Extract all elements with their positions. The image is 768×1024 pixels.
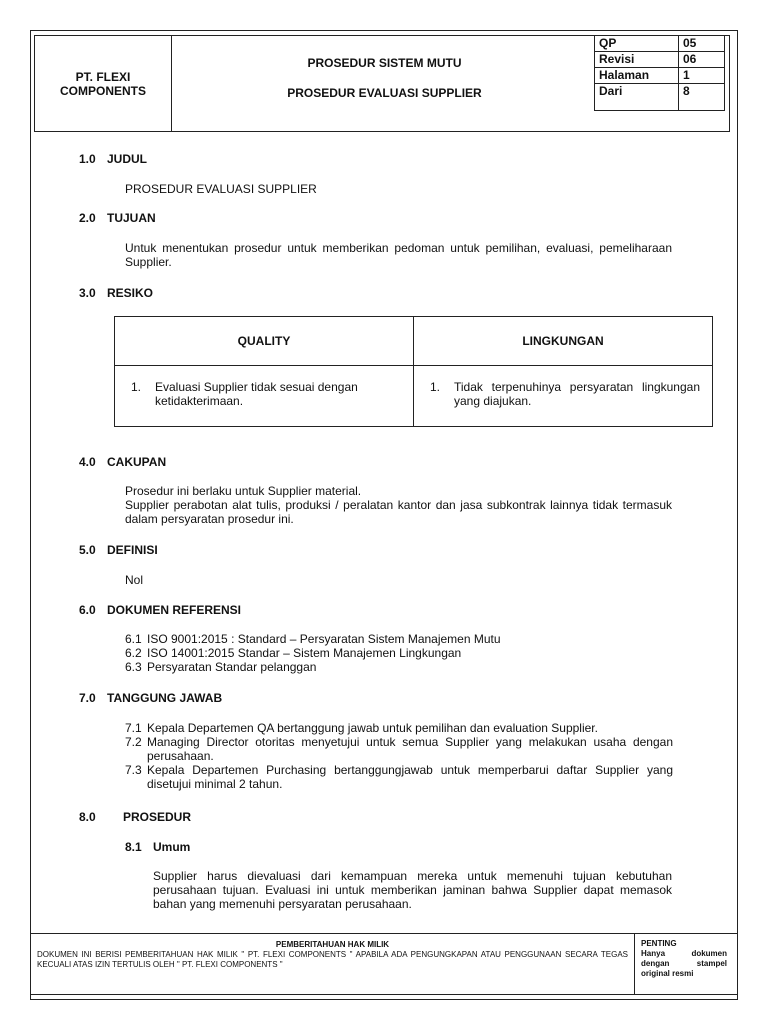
resiko-cell-lingkungan [414, 366, 713, 427]
list-item [125, 721, 673, 735]
section-title: RESIKO [107, 286, 154, 300]
judul-text: PROSEDUR EVALUASI SUPPLIER [125, 182, 317, 196]
section-title: PROSEDUR [123, 810, 192, 824]
list-item [125, 646, 685, 660]
section-heading-cakupan [79, 455, 166, 469]
list-number: 7.3 [125, 763, 142, 777]
section-number: 3.0 [79, 286, 96, 300]
tujuan-text: Untuk menentukan prosedur untuk memberikan pedoman untuk pemilihan, evaluasi, pemeliharaan Supplier. [125, 241, 672, 269]
meta-value: 8 [679, 84, 725, 111]
subsection-heading-umum [125, 840, 190, 854]
list-text: Managing Director otoritas menyetujui untuk semua Supplier yang melakukan usaha dengan perusahaan. [147, 735, 673, 763]
section-heading-definisi [79, 543, 158, 557]
section-number: 8.0 [79, 810, 96, 824]
header-title-1: PROSEDUR SISTEM MUTU [307, 56, 462, 70]
umum-text: Supplier harus dievaluasi dari kemampuan mereka untuk memenuhi tujuan kebutuhan perusahaan tujuan. Evaluasi ini untuk memberikan jaminan bahwa Supplier dapat memasok bahan yang memenuhi persyaratan perusahaan. [153, 869, 672, 911]
section-number: 5.0 [79, 543, 96, 557]
section-heading-dokumen-referensi [79, 603, 241, 617]
section-number: 1.0 [79, 152, 96, 166]
section-number: 2.0 [79, 211, 96, 225]
subsection-title: Umum [153, 840, 191, 854]
list-number: 7.1 [125, 721, 142, 735]
section-heading-tujuan [79, 211, 156, 225]
resiko-col-lingkungan: LINGKUNGAN [414, 317, 713, 366]
list-item [125, 735, 673, 763]
section-number: 6.0 [79, 603, 96, 617]
list-number: 6.2 [125, 646, 142, 660]
meta-key: Revisi [595, 52, 679, 68]
document-page [30, 30, 738, 1000]
document-footer [31, 933, 737, 995]
list-number: 7.2 [125, 735, 142, 749]
header-title-2: PROSEDUR EVALUASI SUPPLIER [287, 86, 482, 100]
cakupan-text [125, 484, 672, 526]
footer-heading: PEMBERITAHUAN HAK MILIK [275, 940, 390, 949]
meta-value: 05 [679, 36, 725, 52]
section-title: JUDUL [107, 152, 148, 166]
document-meta-table [594, 35, 725, 111]
section-title: CAKUPAN [107, 455, 167, 469]
section-number: 7.0 [79, 691, 96, 705]
company-name [35, 36, 172, 131]
list-number: 1. [131, 380, 142, 394]
important-title: PENTING [641, 939, 677, 948]
section-heading-tanggung-jawab [79, 691, 222, 705]
list-text: ISO 14001:2015 Standar – Sistem Manajemen Lingkungan [147, 646, 462, 660]
section-title: DOKUMEN REFERENSI [107, 603, 242, 617]
list-number: 6.1 [125, 632, 142, 646]
list-item: Evaluasi Supplier tidak sesuai dengan ketidakterimaan. [155, 380, 358, 408]
meta-key: QP [595, 36, 679, 52]
list-text: ISO 9001:2015 : Standard – Persyaratan Sistem Manajemen Mutu [147, 632, 501, 646]
section-heading-judul [79, 152, 147, 166]
subsection-number: 8.1 [125, 840, 142, 854]
footer-important [641, 939, 727, 979]
company-name-line2: COMPONENTS [59, 83, 146, 98]
cakupan-line1: Prosedur ini berlaku untuk Supplier material. [125, 484, 362, 498]
footer-text: DOKUMEN INI BERISI PEMBERITAHUAN HAK MILIK " PT. FLEXI COMPONENTS " APABILA ADA PENGUNGKAPAN ATAU PENGGUNAAN SECARA TEGAS KECUALI ATAS IZIN TERTULIS OLEH " PT. FLEXI COMPONENTS " [37, 950, 628, 969]
list-number: 1. [430, 380, 441, 394]
list-item [125, 763, 673, 791]
resiko-table [114, 316, 713, 427]
list-text: Persyaratan Standar pelanggan [147, 660, 317, 674]
footer-notice [31, 934, 635, 994]
definisi-text: Nol [125, 573, 144, 587]
section-title: DEFINISI [107, 543, 158, 557]
list-text: Kepala Departemen QA bertanggung jawab untuk pemilihan dan evaluation Supplier. [147, 721, 598, 735]
meta-value: 1 [679, 68, 725, 84]
meta-key: Halaman [595, 68, 679, 84]
section-number: 4.0 [79, 455, 96, 469]
header-titles [171, 36, 598, 131]
list-text: Kepala Departemen Purchasing bertanggungjawab untuk memperbarui daftar Supplier yang disetujui minimal 2 tahun. [147, 763, 673, 791]
tanggung-jawab-list [125, 721, 673, 791]
section-title: TUJUAN [107, 211, 156, 225]
resiko-cell-quality [115, 366, 414, 427]
important-text: Hanya dokumen dengan stampel original resmi [641, 949, 727, 978]
list-number: 6.3 [125, 660, 142, 674]
list-item [125, 660, 685, 674]
section-heading-prosedur [79, 810, 191, 824]
cakupan-line2: Supplier perabotan alat tulis, produksi / peralatan kantor dan jasa subkontrak lainnya tidak termasuk dalam persyaratan prosedur ini. [125, 498, 672, 526]
referensi-list [125, 632, 685, 674]
meta-key: Dari [595, 84, 679, 111]
list-item [125, 632, 685, 646]
section-heading-resiko [79, 286, 153, 300]
list-item: Tidak terpenuhinya persyaratan lingkungan yang diajukan. [454, 380, 700, 408]
section-title: TANGGUNG JAWAB [107, 691, 223, 705]
meta-value: 06 [679, 52, 725, 68]
company-name-line1: PT. FLEXI [75, 69, 131, 84]
resiko-col-quality: QUALITY [115, 317, 414, 366]
